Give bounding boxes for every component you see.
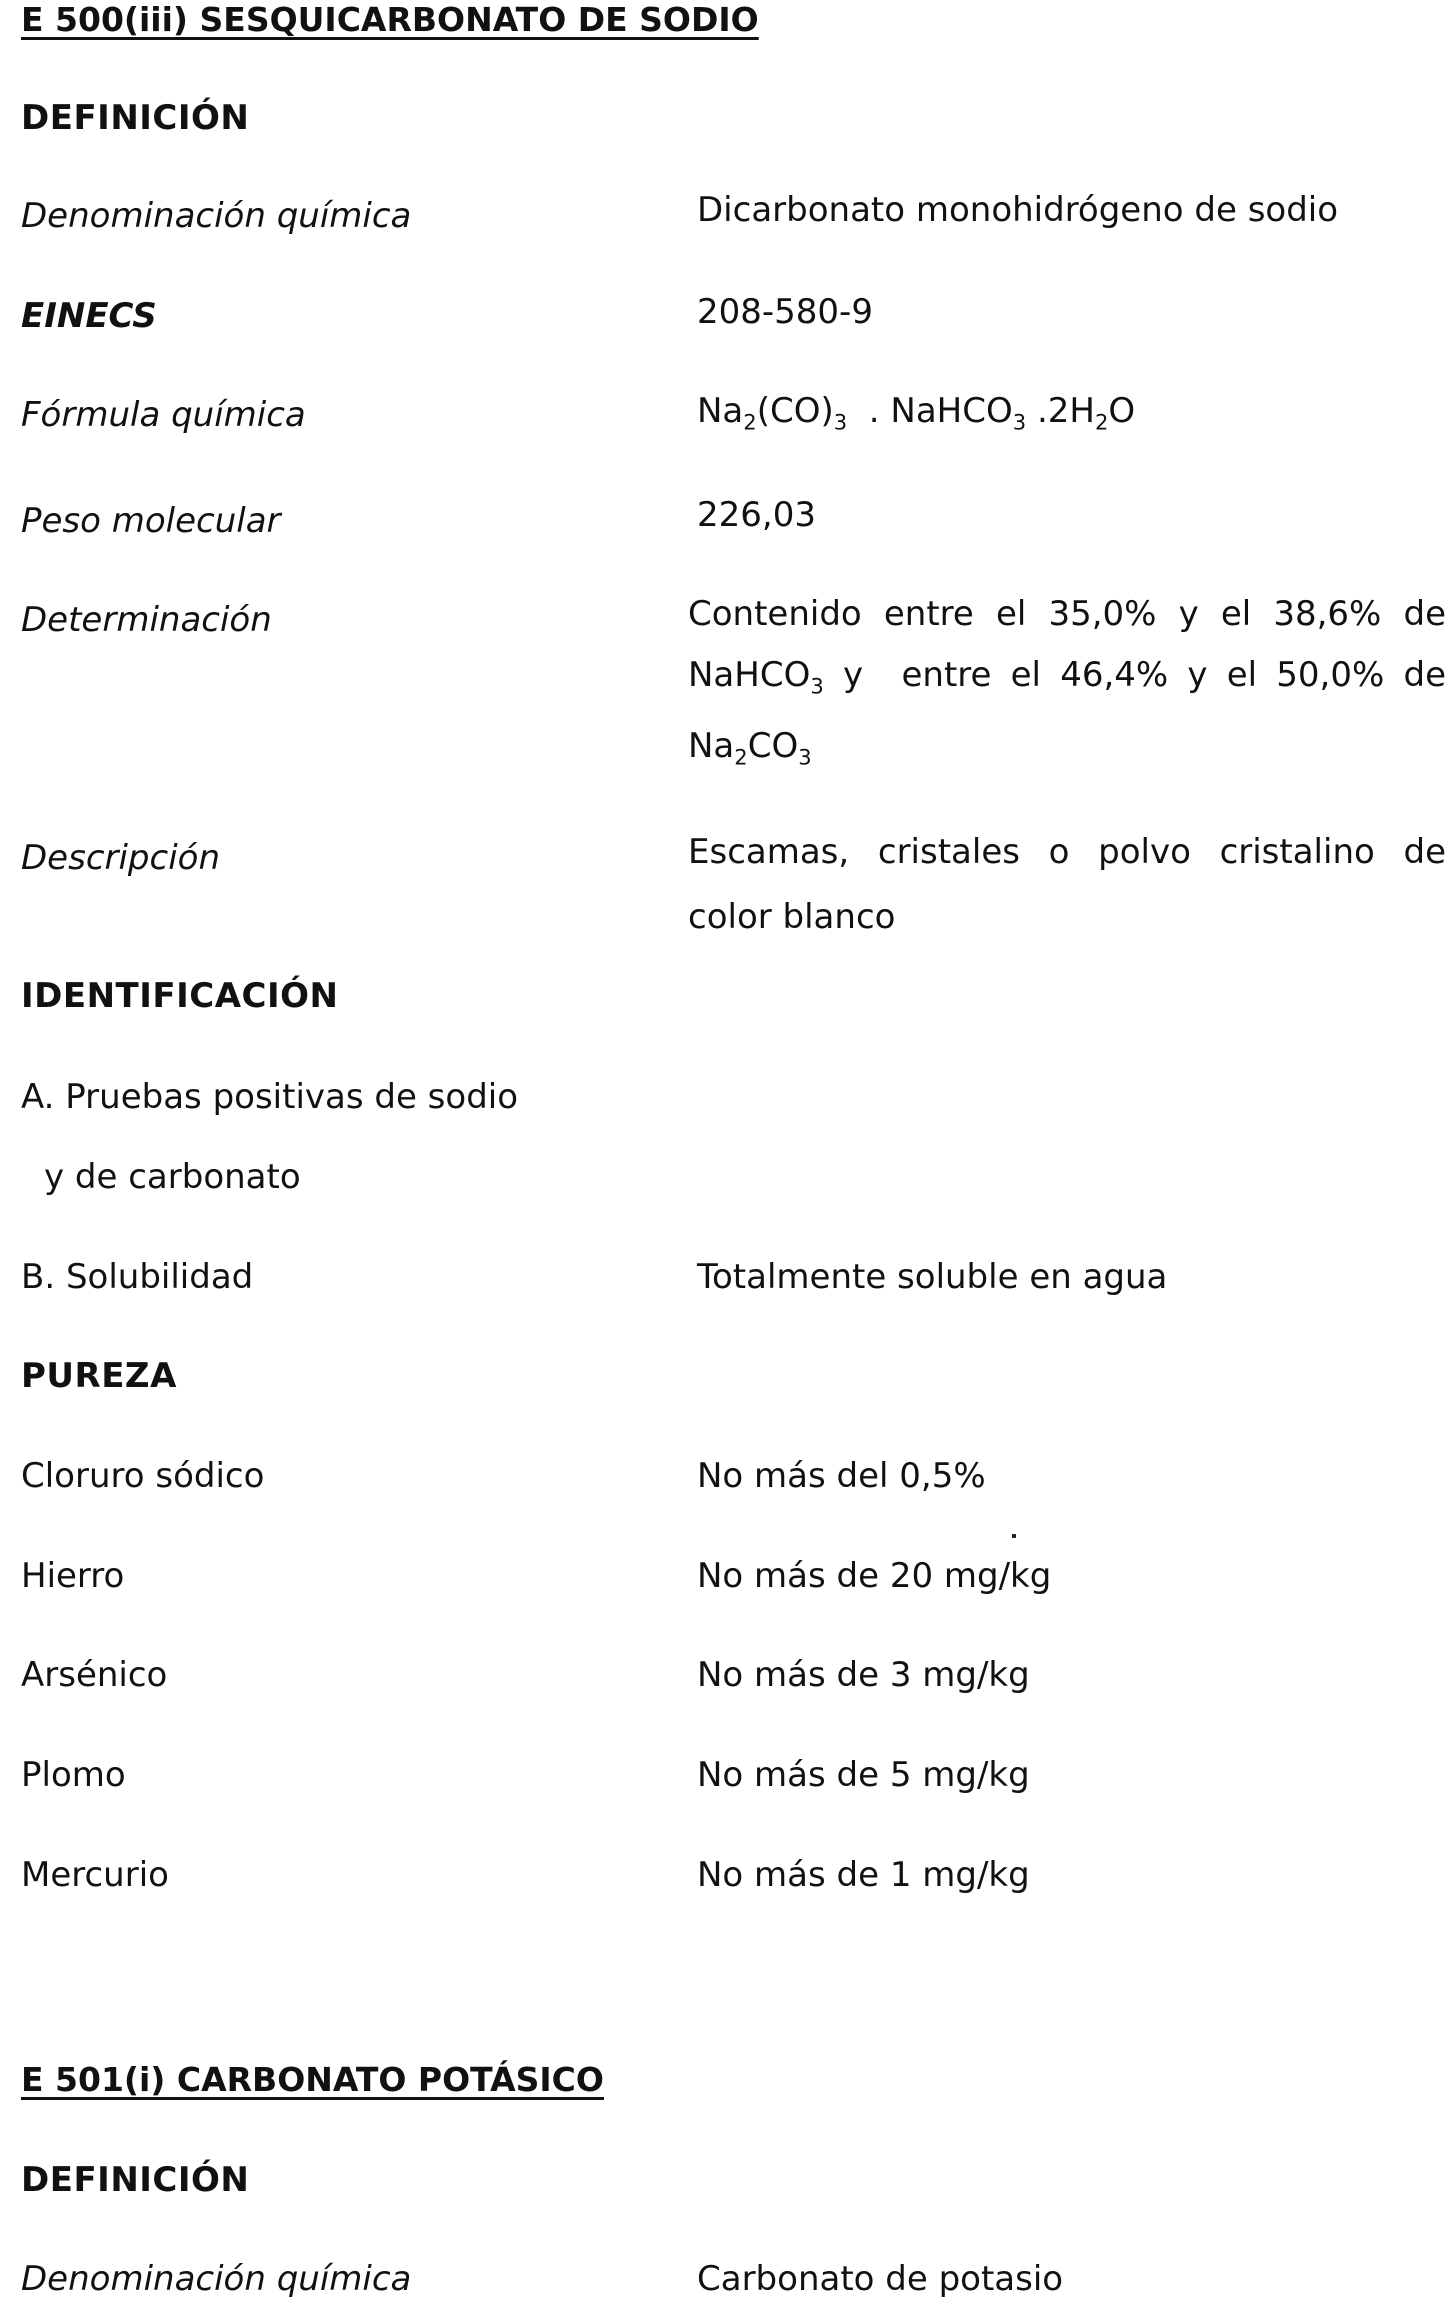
descripcion-line-1: Escamas, cristales o polvo cristalino de (688, 832, 1446, 872)
formula-part: . NaHCO (868, 391, 1013, 431)
einecs-label: EINECS (21, 296, 157, 336)
determinacion-line-2 (688, 655, 1446, 699)
formula-part: Na (688, 726, 735, 766)
formula-sub: 2 (734, 744, 748, 770)
pureza-value-1: No más de 20 mg/kg (697, 1556, 1052, 1596)
formula-part: O (1108, 391, 1136, 431)
formula-part: .2H (1036, 391, 1095, 431)
ident-b-label: B. Solubilidad (21, 1257, 254, 1297)
pureza-value-0: No más del 0,5% (697, 1456, 986, 1496)
pureza-label-4: Mercurio (21, 1855, 169, 1895)
ident-a-line-1: A. Pruebas positivas de sodio (21, 1077, 519, 1117)
denominacion-value: Dicarbonato monohidrógeno de sodio (697, 190, 1339, 230)
definicion-heading: DEFINICIÓN (21, 98, 250, 138)
formula-part: (CO) (756, 391, 834, 431)
formula-part: Na (697, 391, 744, 431)
peso-label: Peso molecular (21, 501, 281, 541)
formula-sub: 3 (810, 673, 824, 699)
pureza-label-2: Arsénico (21, 1655, 168, 1695)
formula-sub: 2 (1094, 409, 1109, 435)
peso-value: 226,03 (697, 495, 816, 535)
definicion-heading-2: DEFINICIÓN (21, 2160, 250, 2200)
descripcion-label: Descripción (21, 838, 221, 878)
pureza-value-2: No más de 3 mg/kg (697, 1655, 1030, 1695)
pureza-label-3: Plomo (21, 1755, 126, 1795)
pureza-value-4: No más de 1 mg/kg (697, 1855, 1030, 1895)
formula-part: NaHCO (688, 655, 811, 695)
ident-b-value: Totalmente soluble en agua (697, 1257, 1168, 1297)
determinacion-part: y entre el 46,4% y el 50,0% de (823, 655, 1446, 695)
formula-sub: 3 (833, 409, 848, 435)
denominacion-value-2: Carbonato de potasio (697, 2259, 1064, 2299)
formula-sub: 3 (798, 744, 812, 770)
determinacion-line-3 (688, 726, 812, 770)
formula-label: Fórmula química (21, 395, 306, 435)
formula-value (697, 391, 1136, 435)
ident-a-line-2: y de carbonato (44, 1157, 301, 1197)
section-title-2: E 501(i) CARBONATO POTÁSICO (21, 2060, 604, 2099)
determinacion-line-1: Contenido entre el 35,0% y el 38,6% de (688, 594, 1446, 634)
speck-mark (1012, 1534, 1016, 1538)
pureza-label-0: Cloruro sódico (21, 1456, 265, 1496)
einecs-value: 208-580-9 (697, 292, 873, 332)
denominacion-label-2: Denominación química (21, 2259, 412, 2299)
descripcion-line-2: color blanco (688, 897, 896, 937)
formula-part: CO (747, 726, 799, 766)
pureza-heading: PUREZA (21, 1356, 177, 1396)
formula-sub: 3 (1012, 409, 1027, 435)
section-title: E 500(iii) SESQUICARBONATO DE SODIO (21, 0, 759, 39)
pureza-value-3: No más de 5 mg/kg (697, 1755, 1030, 1795)
determinacion-part (688, 655, 824, 699)
identificacion-heading: IDENTIFICACIÓN (21, 976, 339, 1016)
determinacion-label: Determinación (21, 600, 272, 640)
formula-sub: 2 (743, 409, 757, 435)
pureza-label-1: Hierro (21, 1556, 125, 1596)
denominacion-label: Denominación química (21, 196, 412, 236)
